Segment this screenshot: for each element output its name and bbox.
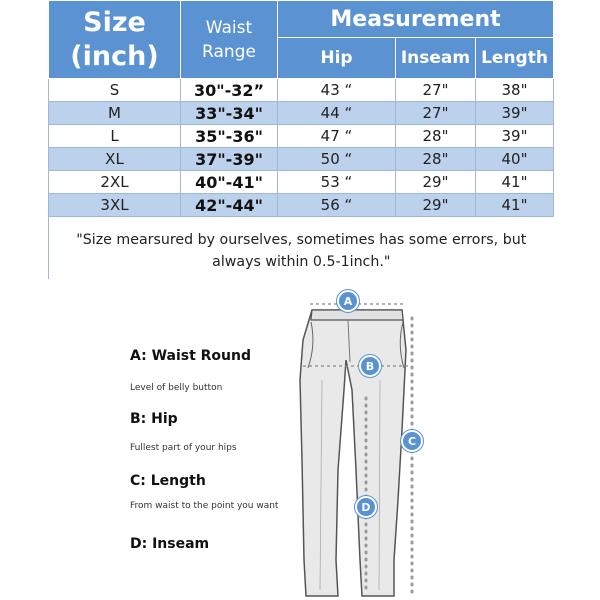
pants-illustration (290, 284, 600, 600)
hip-cell: 43 “ (278, 79, 396, 102)
table-row (49, 148, 554, 171)
waist-cell: 35"-36" (181, 125, 278, 148)
size-cell: M (49, 102, 181, 125)
svg-text:D: D (361, 501, 371, 514)
badge-b-icon (359, 355, 382, 378)
waist-cell: 37"-39" (181, 148, 278, 171)
legend-title-length: C: Length (130, 473, 206, 489)
measurement-header: Measurement (278, 1, 554, 38)
pants-outline (300, 310, 406, 596)
hip-header: Hip (278, 38, 396, 79)
inseam-cell: 28" (396, 148, 476, 171)
length-cell: 41" (476, 171, 554, 194)
length-cell: 40" (476, 148, 554, 171)
length-cell: 38" (476, 79, 554, 102)
measurement-note: "Size mearsured by ourselves, sometimes has some errors, but always within 0.5-1inch." (76, 232, 527, 270)
hip-cell: 53 “ (278, 171, 396, 194)
length-header: Length (476, 38, 554, 79)
inseam-cell: 27" (396, 102, 476, 125)
svg-text:B: B (365, 360, 375, 373)
inseam-cell: 28" (396, 125, 476, 148)
legend-desc-hip: Fullest part of your hips (130, 443, 237, 453)
hip-cell: 47 “ (278, 125, 396, 148)
note-cell (49, 217, 554, 280)
table-row (49, 194, 554, 217)
length-cell: 39" (476, 102, 554, 125)
waist-cell: 30"-32” (181, 79, 278, 102)
size-cell: 2XL (49, 171, 181, 194)
length-cell: 41" (476, 194, 554, 217)
waistband (311, 310, 403, 320)
badge-c-icon (401, 430, 424, 453)
inseam-cell: 29" (396, 194, 476, 217)
length-cell: 39" (476, 125, 554, 148)
inseam-cell: 29" (396, 171, 476, 194)
size-cell: XL (49, 148, 181, 171)
table-row (49, 79, 554, 102)
legend-desc-waist: Level of belly button (130, 383, 223, 393)
size-chart-table (48, 0, 553, 280)
inseam-header: Inseam (396, 38, 476, 79)
waist-cell: 40"-41" (181, 171, 278, 194)
svg-text:C: C (407, 435, 417, 448)
table-row (49, 171, 554, 194)
size-cell: L (49, 125, 181, 148)
legend-title-hip: B: Hip (130, 411, 178, 427)
badge-d-icon (355, 496, 378, 519)
size-cell: S (49, 79, 181, 102)
waist-cell: 33"-34" (181, 102, 278, 125)
size-cell: 3XL (49, 194, 181, 217)
table-row (49, 125, 554, 148)
waist-cell: 42"-44" (181, 194, 278, 217)
waist-header: Waist Range (181, 1, 278, 79)
badge-a-icon (337, 290, 360, 313)
size-header: Size (inch) (49, 1, 181, 79)
legend-title-inseam: D: Inseam (130, 536, 210, 552)
table-row (49, 102, 554, 125)
legend-desc-length: From waist to the point you want (130, 501, 279, 511)
hip-cell: 56 “ (278, 194, 396, 217)
hip-cell: 44 “ (278, 102, 396, 125)
hip-cell: 50 “ (278, 148, 396, 171)
inseam-cell: 27" (396, 79, 476, 102)
svg-text:A: A (343, 295, 353, 308)
legend-title-waist: A: Waist Round (130, 348, 252, 364)
